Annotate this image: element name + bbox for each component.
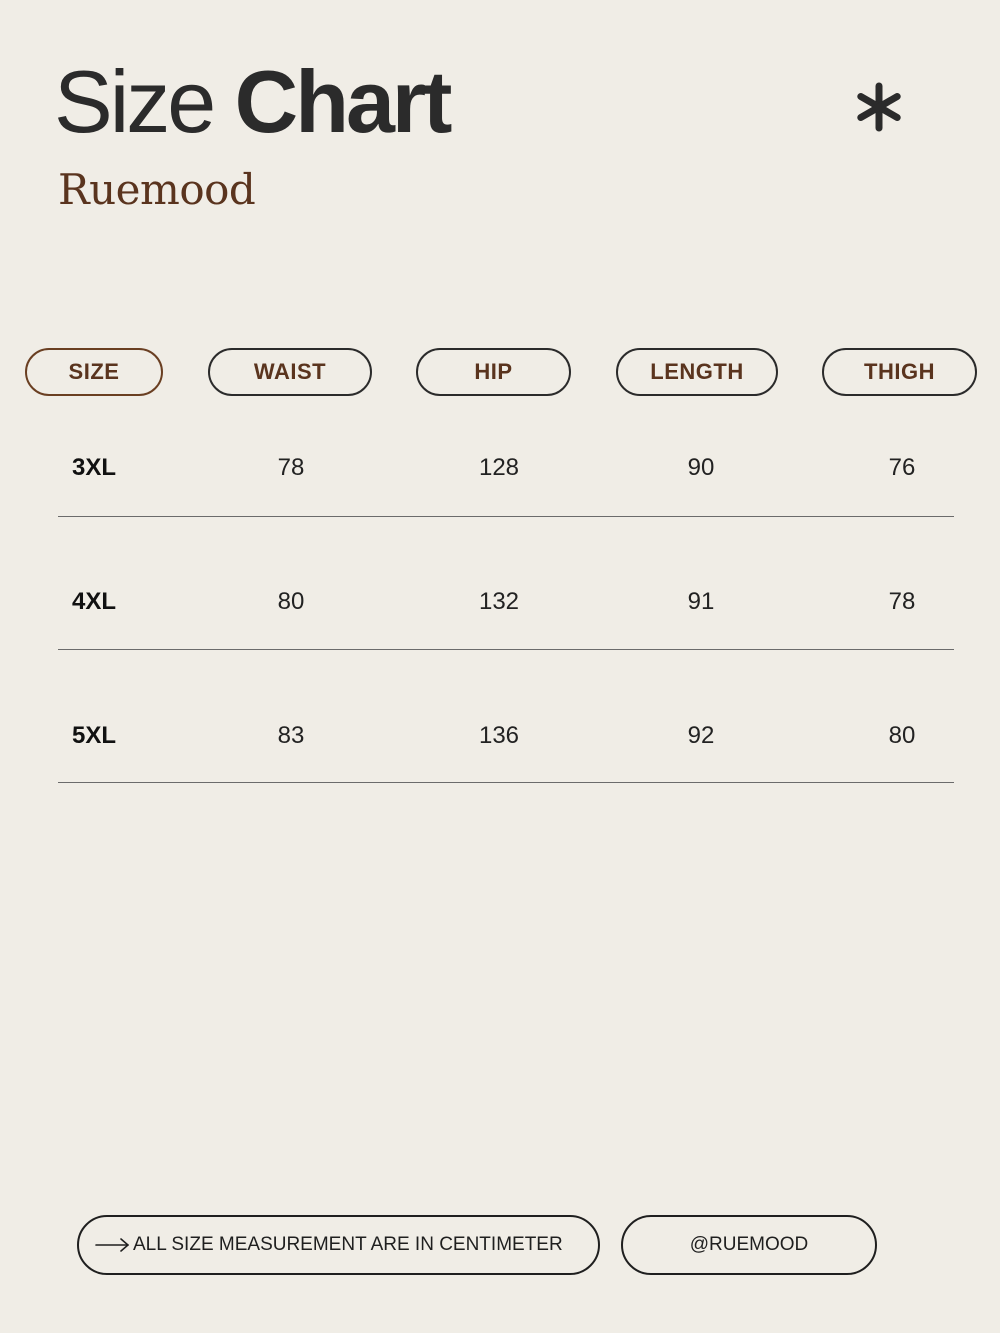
measurement-note-text: ALL SIZE MEASUREMENT ARE IN CENTIMETER bbox=[133, 1234, 563, 1255]
social-handle: @RUEMOOD bbox=[621, 1215, 877, 1275]
row-divider bbox=[58, 516, 954, 517]
thigh-value: 78 bbox=[888, 588, 916, 615]
hip-value: 136 bbox=[478, 722, 520, 749]
measurement-note bbox=[77, 1215, 600, 1275]
arrow-right-icon bbox=[95, 1237, 131, 1253]
waist-value: 83 bbox=[277, 722, 305, 749]
column-header-length: LENGTH bbox=[616, 348, 778, 396]
row-divider bbox=[58, 782, 954, 783]
row-size-label: 3XL bbox=[72, 454, 117, 481]
row-divider bbox=[58, 649, 954, 650]
waist-value: 78 bbox=[277, 454, 305, 481]
length-value: 90 bbox=[687, 454, 715, 481]
asterisk-icon bbox=[852, 80, 906, 134]
title-size-word: Size bbox=[54, 52, 214, 151]
thigh-value: 76 bbox=[888, 454, 916, 481]
hip-value: 132 bbox=[478, 588, 520, 615]
title-chart-word: Chart bbox=[234, 52, 450, 151]
brand-name: Ruemood bbox=[58, 165, 256, 214]
column-header-thigh: THIGH bbox=[822, 348, 977, 396]
row-size-label: 5XL bbox=[72, 722, 117, 749]
length-value: 91 bbox=[687, 588, 715, 615]
row-size-label: 4XL bbox=[72, 588, 117, 615]
waist-value: 80 bbox=[277, 588, 305, 615]
thigh-value: 80 bbox=[888, 722, 916, 749]
hip-value: 128 bbox=[478, 454, 520, 481]
length-value: 92 bbox=[687, 722, 715, 749]
column-header-size: SIZE bbox=[25, 348, 163, 396]
column-header-hip: HIP bbox=[416, 348, 571, 396]
column-header-waist: WAIST bbox=[208, 348, 372, 396]
page-title bbox=[54, 52, 449, 152]
